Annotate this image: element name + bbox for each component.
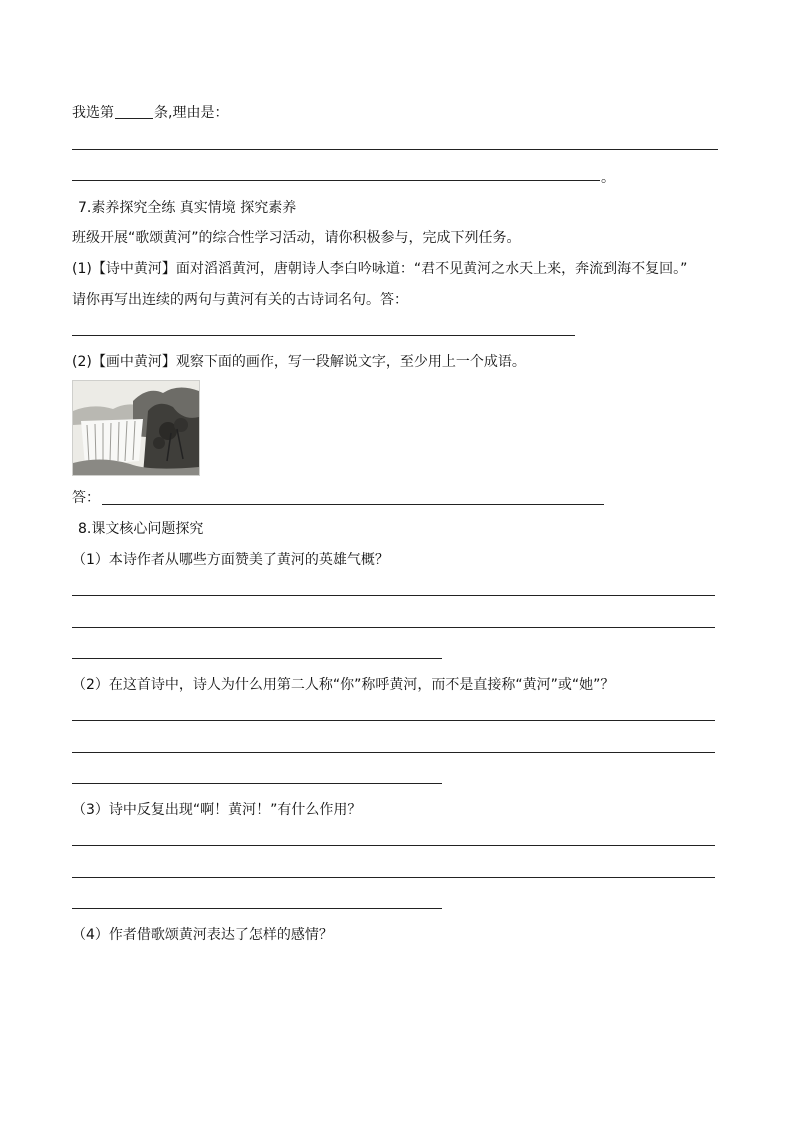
- choice-prefix: 我选第: [72, 105, 114, 121]
- answer-line[interactable]: [72, 149, 718, 150]
- answer-line[interactable]: [72, 658, 442, 659]
- answer-line[interactable]: [102, 490, 604, 505]
- answer-label: 答：: [72, 490, 100, 506]
- answer-line[interactable]: [72, 595, 715, 596]
- q7-answer-row: [72, 488, 604, 508]
- q8-question-4: （4）作者借歌颂黄河表达了怎样的感情？: [72, 927, 333, 943]
- q7-part1-line1: (1)【诗中黄河】面对滔滔黄河，唐朝诗人李白吟咏道：“君不见黄河之水天上来，奔流到海不复回。”: [72, 261, 688, 277]
- answer-line[interactable]: [72, 877, 715, 878]
- q7-title: 7.素养探究全练 真实情境 探究素养: [78, 200, 297, 216]
- waterfall-painting-image: [73, 381, 199, 475]
- q8-question-3: （3）诗中反复出现“啊！黄河！”有什么作用？: [72, 802, 362, 818]
- answer-line[interactable]: [72, 180, 600, 181]
- answer-line[interactable]: [72, 752, 715, 753]
- q8-title: 8.课文核心问题探究: [78, 521, 204, 537]
- answer-line[interactable]: [72, 335, 575, 336]
- answer-line[interactable]: [72, 783, 442, 784]
- q7-part2: (2)【画中黄河】观察下面的画作，写一段解说文字，至少用上一个成语。: [72, 354, 526, 370]
- choice-line: [72, 103, 228, 123]
- end-mark: 。: [601, 170, 615, 186]
- q7-part1-line2: 请你再写出连续的两句与黄河有关的古诗词名句。答：: [72, 292, 408, 308]
- waterfall-painting: [72, 380, 200, 476]
- choice-blank[interactable]: [115, 104, 153, 119]
- answer-line[interactable]: [72, 720, 715, 721]
- q8-question-1: （1）本诗作者从哪些方面赞美了黄河的英雄气概？: [72, 552, 389, 568]
- choice-suffix: 条,理由是：: [154, 105, 229, 121]
- answer-line[interactable]: [72, 845, 715, 846]
- answer-line[interactable]: [72, 908, 442, 909]
- answer-line[interactable]: [72, 627, 715, 628]
- q7-intro: 班级开展“歌颂黄河”的综合性学习活动，请你积极参与，完成下列任务。: [72, 230, 521, 246]
- q8-question-2: （2）在这首诗中，诗人为什么用第二人称“你”称呼黄河，而不是直接称“黄河”或“她”？: [72, 677, 615, 693]
